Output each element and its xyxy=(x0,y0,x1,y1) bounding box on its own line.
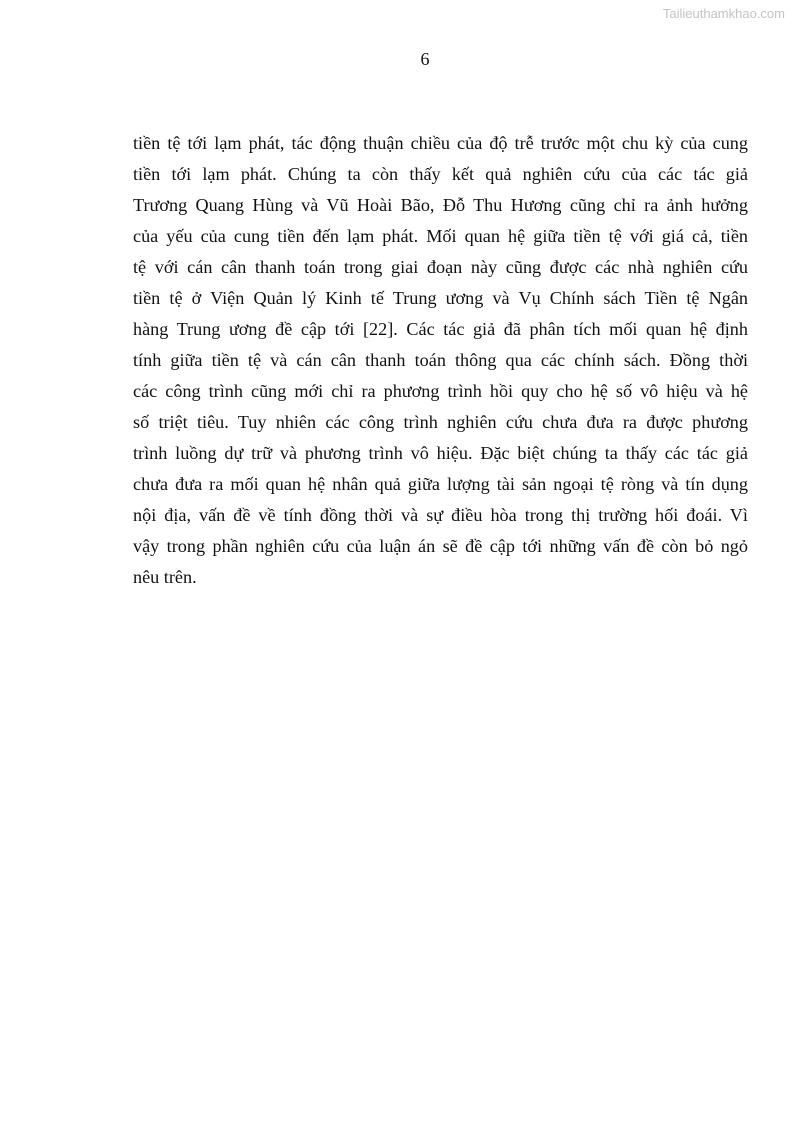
text-line: nội địa, vấn đề về tính đồng thời và sự điều hòa trong thị trường hối đoái. Vì xyxy=(133,505,748,525)
text-line: vậy trong phần nghiên cứu của luận án sẽ đề cập tới những vấn đề còn bỏ ngỏ xyxy=(133,536,748,556)
watermark: Tailieuthamkhao.com xyxy=(662,6,785,21)
body-paragraph xyxy=(133,130,748,595)
text-line: của yếu của cung tiền đến lạm phát. Mối quan hệ giữa tiền tệ với giá cả, tiền xyxy=(133,226,748,246)
text-line: tiền tới lạm phát. Chúng ta còn thấy kết quả nghiên cứu của các tác giả xyxy=(133,164,748,184)
page-number: 6 xyxy=(420,49,430,69)
text-line: trình luồng dự trữ và phương trình vô hiệu. Đặc biệt chúng ta thấy các tác giả xyxy=(133,443,748,463)
text-line: tính giữa tiền tệ và cán cân thanh toán thông qua các chính sách. Đồng thời xyxy=(133,350,748,370)
text-line: chưa đưa ra mối quan hệ nhân quả giữa lượng tài sản ngoại tệ ròng và tín dụng xyxy=(133,474,748,494)
text-line: Trương Quang Hùng và Vũ Hoài Bão, Đỗ Thu Hương cũng chỉ ra ảnh hưởng xyxy=(133,195,748,215)
text-line: tiền tệ ở Viện Quản lý Kinh tế Trung ương và Vụ Chính sách Tiền tệ Ngân xyxy=(133,288,748,308)
text-line: các công trình cũng mới chỉ ra phương trình hồi quy cho hệ số vô hiệu và hệ xyxy=(133,381,748,401)
text-line: tiền tệ tới lạm phát, tác động thuận chiều của độ trễ trước một chu kỳ của cung xyxy=(133,133,748,153)
text-line: số triệt tiêu. Tuy nhiên các công trình nghiên cứu chưa đưa ra được phương xyxy=(133,412,748,432)
text-line: hàng Trung ương đề cập tới [22]. Các tác giả đã phân tích mối quan hệ định xyxy=(133,319,748,339)
text-line: nêu trên. xyxy=(133,567,197,587)
text-line: tệ với cán cân thanh toán trong giai đoạn này cũng được các nhà nghiên cứu xyxy=(133,257,748,277)
